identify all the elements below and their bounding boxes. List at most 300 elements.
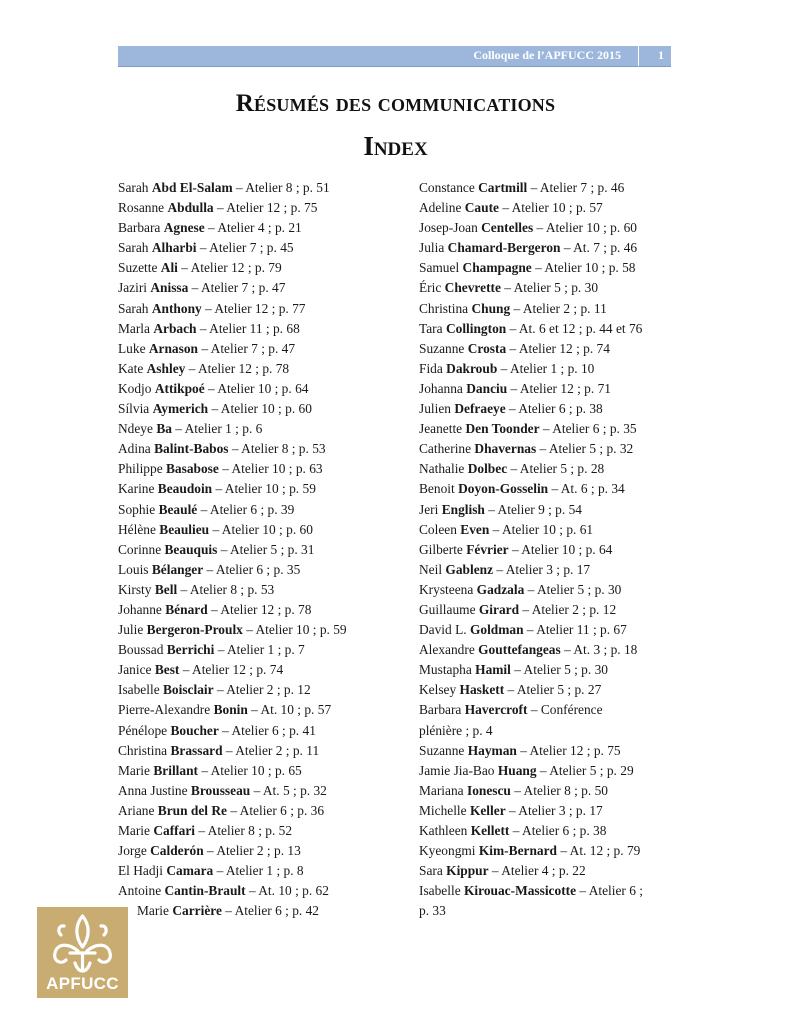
entry-first-name: Louis [118,561,149,577]
entry-reference: Atelier 7 ; p. 45 [209,240,294,256]
entry-dash: – [177,581,190,597]
entry-surname: Brassard [170,742,223,758]
entry-first-name: Barbara [118,220,161,236]
entry-dash: – [557,843,570,859]
index-entry [118,278,398,298]
entry-dash: – [213,682,227,698]
entry-reference: Atelier 5 ; p. 30 [513,280,599,296]
index-entry [118,821,398,841]
entry-reference: Atelier 10 ; p. 63 [231,461,323,477]
entry-dash: – [221,903,235,919]
entry-dash: – [232,180,246,195]
entry-reference: Atelier 5 ; p. 30 [536,581,622,597]
index-entry [118,479,398,499]
index-entry [118,741,398,761]
entry-reference: At. 6 ; p. 34 [560,481,625,497]
logo-text: APFUCC [46,974,119,993]
entry-first-name: Constance [419,180,475,195]
index-entry [419,540,689,560]
entry-dash: – [504,682,517,698]
index-entry [419,379,689,399]
entry-reference: Atelier 12 ; p. 74 [518,340,610,356]
entry-first-name: Kathleen [419,823,468,838]
entry-dash: – [498,200,512,216]
entry-first-name: Janice [118,662,152,678]
entry-dash: – [533,220,546,236]
entry-first-name: Guillaume [419,601,476,617]
entry-surname: Chung [471,300,511,316]
entry-reference: Atelier 6 ; p. 36 [239,802,325,818]
entry-first-name: Philippe [118,461,163,477]
entry-dash: – [196,320,210,336]
entry-reference: Atelier 2 ; p. 12 [531,601,617,617]
entry-surname: Basabose [166,461,219,477]
entry-reference: Atelier 1 ; p. 6 [184,421,263,437]
index-entry [419,821,689,841]
entry-reference: Atelier 10 ; p. 60 [545,220,637,236]
entry-dash: – [179,662,193,678]
entry-first-name: Suzanne [419,742,465,758]
entry-first-name: Krysteena [419,581,474,597]
index-entry [419,459,689,479]
index-entry [419,278,689,298]
entry-surname: Camara [166,863,214,879]
entry-dash: – [208,401,221,417]
entry-first-name: Mariana [419,782,464,798]
entry-surname: Brun del Re [157,802,227,818]
entry-reference: Atelier 2 ; p. 11 [235,742,320,758]
entry-surname: English [441,501,485,517]
entry-reference: Atelier 8 ; p. 53 [189,581,275,597]
entry-first-name: Fida [419,360,443,376]
entry-dash: – [506,340,519,356]
entry-reference: Atelier 10 ; p. 65 [210,762,302,778]
running-header [118,46,671,67]
entry-dash: – [500,280,514,296]
entry-dash: – [171,421,185,437]
entry-reference: Atelier 5 ; p. 29 [549,762,634,778]
page-number: 1 [658,48,664,62]
entry-first-name: Suzette [118,260,158,276]
index-entry [118,801,398,821]
entry-dash: – [203,843,217,859]
entry-reference: At. 12 ; p. 79 [569,843,641,859]
entry-reference: Atelier 12 ; p. 78 [198,360,290,376]
index-entry [419,319,689,339]
entry-first-name: Coleen [419,521,457,537]
entry-dash: – [188,280,201,296]
entry-reference: Atelier 10 ; p. 64 [521,541,613,557]
index-entry [419,399,689,419]
entry-first-name: Suzanne [419,340,465,356]
index-entry [118,299,398,319]
entry-first-name: Anna Justine [118,782,188,798]
entry-surname: Anthony [151,300,202,316]
entry-reference: Atelier 12 ; p. 75 [529,742,621,758]
index-entry [419,419,689,439]
entry-first-name: Johanne [118,601,162,617]
entry-surname: Aymerich [152,401,209,417]
index-entry [419,781,689,801]
index-entry [118,861,398,881]
index-entry [419,238,689,258]
entry-reference: Atelier 3 ; p. 17 [505,561,591,577]
entry-first-name: Jeanette [419,421,463,437]
entry-dash: – [227,802,240,818]
index-entry [118,500,398,520]
entry-dash: – [560,240,574,256]
index-entry [419,801,689,821]
entry-surname: Bénard [165,601,208,617]
index-entry [419,881,689,901]
entry-first-name: Kate [118,360,144,376]
entry-surname: Arbach [153,320,197,336]
entry-first-name: Éric [419,280,442,296]
entry-first-name: Jaziri [118,280,147,296]
entry-surname: Février [466,541,509,557]
index-entry [118,761,398,781]
index-entry [118,238,398,258]
index-entry [419,218,689,238]
entry-dash: – [506,320,519,336]
entry-first-name: Catherine [419,441,472,457]
entry-first-name: Benoit [419,481,455,497]
entry-surname: Defraeye [454,401,506,417]
entry-reference: At. 5 ; p. 32 [262,782,327,798]
entry-dash: – [484,501,498,517]
entry-dash: – [505,401,519,417]
entry-surname: Centelles [481,220,534,236]
index-entry [118,560,398,580]
entry-first-name: Samuel [419,260,460,276]
entry-reference: p. 33 [419,903,446,919]
entry-first-name: Kirsty [118,581,152,597]
entry-reference: Atelier 10 ; p. 59 [224,481,316,497]
entry-first-name: Tara [419,320,443,336]
entry-dash: – [548,481,561,497]
entry-dash: – [247,702,261,718]
entry-first-name: Jeri [419,501,439,517]
entry-dash: – [222,742,236,758]
entry-surname: Ali [160,260,178,276]
index-entry [118,178,398,198]
entry-surname: Havercroft [464,702,528,718]
entry-surname: Brillant [153,762,198,778]
entry-first-name: Christina [419,300,469,316]
entry-first-name: Isabelle [118,682,160,698]
entry-surname: Agnese [163,220,205,236]
entry-reference: Atelier 6 ; p. 42 [234,903,319,919]
entry-dash: – [510,300,523,316]
entry-first-name: Adina [118,441,151,457]
entry-dash: – [218,722,232,738]
entry-reference: At. 3 ; p. 18 [573,642,638,658]
entry-dash: – [218,461,232,477]
entry-dash: – [212,481,225,497]
entry-surname: Carrière [172,903,222,919]
entry-surname: Kim-Bernard [478,843,557,859]
entry-reference: Atelier 8 ; p. 51 [245,180,330,195]
entry-surname: Caffari [153,823,195,838]
entry-first-name: Julia [419,240,445,256]
entry-dash: – [250,782,263,798]
index-entry [118,419,398,439]
entry-surname: Bélanger [151,561,204,577]
header-divider [638,46,639,66]
entry-first-name: Kodjo [118,380,152,396]
entry-first-name: Antoine [118,883,162,899]
entry-surname: Keller [469,802,506,818]
index-entry [419,560,689,580]
index-entry [419,680,689,700]
entry-dash: – [197,762,211,778]
entry-surname: Huang [497,762,537,778]
entry-reference: Atelier 12 ; p. 77 [214,300,306,316]
index-entry [419,258,689,278]
entry-dash: – [214,642,227,658]
entry-first-name: Boussad [118,642,164,658]
entry-first-name: Sílvia [118,401,150,417]
entry-first-name: Sarah [118,300,149,316]
index-entry [419,500,689,520]
entry-reference: Atelier 2 ; p. 13 [216,843,301,859]
entry-reference: Atelier 10 ; p. 61 [501,521,594,537]
entry-surname: Gouttefangeas [478,642,561,658]
entry-reference: Atelier 6 ; p. 35 [552,421,637,437]
entry-first-name: Kelsey [419,682,457,698]
entry-first-name: Jamie Jia-Bao [419,762,495,778]
entry-dash: – [201,300,215,316]
entry-first-name: Luke [118,340,146,356]
entry-first-name: Sophie [118,501,156,517]
apfucc-logo [37,907,128,998]
entry-surname: Anissa [150,280,189,296]
entry-first-name: Ariane [118,802,155,818]
entry-first-name: Nathalie [419,461,465,477]
index-entry [419,520,689,540]
entry-dash: – [508,541,522,557]
entry-surname: Chamard-Bergeron [447,240,561,256]
entry-first-name: Pénélope [118,722,168,738]
entry-surname: Chevrette [444,280,501,296]
index-entry [419,580,689,600]
index-entry [419,640,689,660]
index-column-right [419,178,689,921]
entry-surname: Boisclair [163,682,214,698]
index-entry [118,319,398,339]
entry-first-name: Alexandre [419,642,475,658]
entry-dash: – [531,260,545,276]
entry-dash: – [203,561,216,577]
index-entry [118,379,398,399]
entry-surname: Den Toonder [465,421,540,437]
entry-first-name: Mustapha [419,662,472,678]
entry-dash: – [509,823,523,838]
entry-surname: Beaulé [158,501,198,517]
index-entry [118,881,398,901]
entry-first-name: Corinne [118,541,162,557]
entry-reference: Atelier 7 ; p. 47 [210,340,296,356]
entry-dash: – [510,662,524,678]
entry-reference: Atelier 5 ; p. 32 [548,441,634,457]
entry-reference: Atelier 10 ; p. 64 [217,380,309,396]
index-entry [419,600,689,620]
entry-reference: Atelier 5 ; p. 27 [516,682,602,698]
entry-reference: Atelier 5 ; p. 30 [523,662,608,678]
entry-dash: – [527,180,540,195]
entry-dash: – [245,883,259,899]
entry-surname: Attikpoé [154,380,205,396]
entry-dash: – [195,823,208,838]
entry-surname: Abd El-Salam [151,180,233,195]
entry-dash: – [217,541,230,557]
index-entry [118,600,398,620]
index-entry [419,359,689,379]
entry-dash: – [560,642,574,658]
index-entry [118,901,398,921]
entry-dash: – [196,240,210,256]
index-entry [118,660,398,680]
index-heading: Index [363,131,428,161]
entry-dash: – [488,863,502,879]
index-entry [419,339,689,359]
entry-dash: – [198,340,211,356]
index-entry [118,339,398,359]
entry-first-name: Pierre-Alexandre [118,702,211,718]
index-entry [419,198,689,218]
entry-dash: – [536,762,550,778]
entry-surname: Ashley [146,360,186,376]
entry-reference: Atelier 6 ; p. 38 [522,823,607,838]
entry-surname: Best [154,662,180,678]
entry-surname: Ionescu [466,782,511,798]
entry-reference: At. 7 ; p. 46 [573,240,638,256]
entry-first-name: Ndeye [118,421,153,437]
entry-first-name: Marla [118,320,150,336]
entry-first-name: Kyeongmi [419,843,476,859]
entry-reference: Atelier 6 ; p. 41 [231,722,316,738]
entry-first-name: Marie [137,903,169,919]
index-entry [118,721,398,741]
entry-first-name: Julien [419,401,451,417]
entry-surname: Boucher [170,722,219,738]
entry-surname: Beaudoin [157,481,213,497]
entry-surname: Champagne [462,260,532,276]
index-entry [419,700,689,720]
entry-dash: – [536,441,549,457]
index-entry [419,479,689,499]
entry-surname: Hayman [467,742,517,758]
entry-first-name: Barbara [419,702,462,718]
index-entry [419,439,689,459]
entry-dash: – [213,200,227,216]
entry-reference: Atelier 12 ; p. 78 [220,601,312,617]
entry-reference: Atelier 6 ; p. 35 [215,561,301,577]
entry-dash: – [519,601,532,617]
entry-dash: – [209,521,222,537]
entry-reference: Atelier 10 ; p. 58 [544,260,636,276]
index-entry [419,178,689,198]
entry-dash: – [539,421,553,437]
entry-surname: Dhavernas [474,441,537,457]
entry-surname: Balint-Babos [154,441,229,457]
entry-first-name: Michelle [419,802,467,818]
index-entry [419,901,689,921]
entry-surname: Danciu [466,380,508,396]
entry-first-name: Marie [118,823,150,838]
index-entry [118,399,398,419]
index-entry [419,721,689,741]
entry-reference: Atelier 8 ; p. 52 [207,823,293,838]
entry-reference: Atelier 9 ; p. 54 [497,501,582,517]
entry-reference: Atelier 6 ; [588,883,644,899]
entry-surname: Doyon-Gosselin [458,481,549,497]
entry-dash: – [493,561,506,577]
index-column-left [118,178,398,921]
entry-dash: – [527,702,541,718]
entry-reference: Atelier 12 ; p. 75 [226,200,318,216]
entry-reference: At. 10 ; p. 57 [260,702,332,718]
entry-first-name: Jorge [118,843,147,859]
index-entry [419,841,689,861]
entry-dash: – [523,622,537,638]
entry-surname: Dolbec [467,461,508,477]
entry-first-name: Johanna [419,380,463,396]
entry-surname: Hamil [475,662,511,678]
entry-surname: Goldman [469,622,524,638]
entry-first-name: Karine [118,481,155,497]
entry-surname: Ba [156,421,172,437]
entry-first-name: Sarah [118,180,149,195]
entry-reference: Atelier 1 ; p. 10 [509,360,595,376]
index-entry [118,700,398,720]
entry-surname: Collington [445,320,507,336]
entry-surname: Abdulla [167,200,214,216]
entry-first-name: Sarah [118,240,149,256]
entry-surname: Kellett [470,823,510,838]
entry-dash: – [242,622,256,638]
entry-surname: Dakroub [446,360,498,376]
entry-surname: Crosta [467,340,507,356]
entry-first-name: Marie [118,762,150,778]
entry-reference: Atelier 3 ; p. 17 [518,802,603,818]
entry-reference: Atelier 8 ; p. 53 [241,441,326,457]
entry-dash: – [489,521,502,537]
entry-first-name: Sara [419,863,443,879]
entry-reference: Atelier 5 ; p. 28 [519,461,605,477]
index-entry [118,680,398,700]
entry-reference: Conférence [540,702,603,718]
entry-surname: Bonin [213,702,248,718]
index-entry [118,459,398,479]
entry-reference: Atelier 12 ; p. 71 [519,380,611,396]
entry-first-name: David L. [419,622,467,638]
index-entry [419,861,689,881]
entry-reference: Atelier 1 ; p. 7 [227,642,305,658]
entry-first-name: Christina [118,742,168,758]
index-entry [118,520,398,540]
entry-surname: Bergeron-Proulx [146,622,243,638]
entry-surname: Cartmill [478,180,528,195]
entry-reference: Atelier 4 ; p. 22 [501,863,586,879]
entry-reference: Atelier 10 ; p. 59 [255,622,347,638]
entry-reference: Atelier 2 ; p. 12 [226,682,311,698]
entry-reference: Atelier 6 ; p. 38 [518,401,603,417]
entry-first-name: Rosanne [118,200,165,216]
index-entry [118,359,398,379]
entry-surname: Beaulieu [159,521,210,537]
entry-first-name: Gilberte [419,541,463,557]
